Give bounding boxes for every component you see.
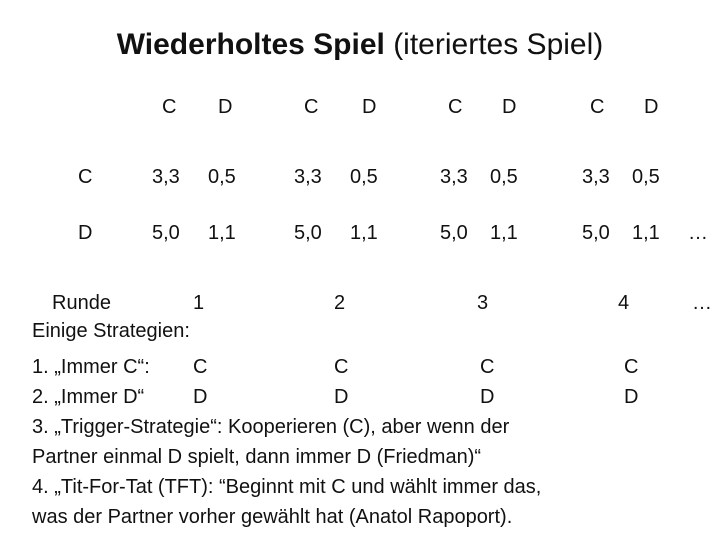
game-1-col-header-d: D <box>218 96 233 118</box>
strategy-1-label: 1. „Immer C“: <box>32 356 150 378</box>
game-4-payoff-cc: 3,3 <box>582 166 610 188</box>
game-4-payoff-cd: 0,5 <box>632 166 660 188</box>
round-4: 4 <box>618 292 630 314</box>
strategy-3-line-2: Partner einmal D spielt, dann immer D (Friedman)“ <box>32 446 482 468</box>
strategies-heading: Einige Strategien: <box>32 320 190 342</box>
game-3-col-header-c: C <box>448 96 463 118</box>
strategy-2-move-1: D <box>193 386 208 408</box>
game-4-col-header-d: D <box>644 96 659 118</box>
strategy-2-label: 2. „Immer D“ <box>32 386 145 408</box>
game-1-col-header-c: C <box>162 96 177 118</box>
game-1-payoff-dd: 1,1 <box>208 222 236 244</box>
game-2-payoff-cc: 3,3 <box>294 166 322 188</box>
game-3-payoff-dc: 5,0 <box>440 222 468 244</box>
round-label: Runde <box>52 292 111 314</box>
strategy-1-move-4: C <box>624 356 639 378</box>
strategy-4-line-1: 4. „Tit-For-Tat (TFT): “Beginnt mit C und wählt immer das, <box>32 476 542 498</box>
strategy-3-line-1: 3. „Trigger-Strategie“: Kooperieren (C), aber wenn der <box>32 416 510 438</box>
round-1: 1 <box>193 292 205 314</box>
game-2-col-header-d: D <box>362 96 377 118</box>
game-4-payoff-dd: 1,1 <box>632 222 660 244</box>
game-1-payoff-cc: 3,3 <box>152 166 180 188</box>
row-header-c: C <box>78 166 93 188</box>
strategy-2-move-2: D <box>334 386 349 408</box>
game-4-payoff-dc: 5,0 <box>582 222 610 244</box>
round-2: 2 <box>334 292 346 314</box>
title-bold: Wiederholtes Spiel <box>116 28 385 61</box>
slide-title <box>0 28 720 62</box>
game-3-payoff-dd: 1,1 <box>490 222 518 244</box>
game-3-payoff-cd: 0,5 <box>490 166 518 188</box>
row-header-d: D <box>78 222 93 244</box>
game-4-col-header-c: C <box>590 96 605 118</box>
round-3: 3 <box>477 292 489 314</box>
game-1-payoff-cd: 0,5 <box>208 166 236 188</box>
strategy-1-move-2: C <box>334 356 349 378</box>
game-2-payoff-dc: 5,0 <box>294 222 322 244</box>
matrix-ellipsis: … <box>688 222 708 244</box>
game-2-payoff-dd: 1,1 <box>350 222 378 244</box>
game-2-payoff-cd: 0,5 <box>350 166 378 188</box>
strategy-2-move-4: D <box>624 386 639 408</box>
title-rest: (iteriertes Spiel) <box>384 28 604 61</box>
strategy-1-move-1: C <box>193 356 208 378</box>
strategy-2-move-3: D <box>480 386 495 408</box>
strategy-1-move-3: C <box>480 356 495 378</box>
round-ellipsis: … <box>692 292 712 314</box>
strategy-4-line-2: was der Partner vorher gewählt hat (Anatol Rapoport). <box>32 506 513 528</box>
game-3-col-header-d: D <box>502 96 517 118</box>
game-3-payoff-cc: 3,3 <box>440 166 468 188</box>
game-2-col-header-c: C <box>304 96 319 118</box>
game-1-payoff-dc: 5,0 <box>152 222 180 244</box>
